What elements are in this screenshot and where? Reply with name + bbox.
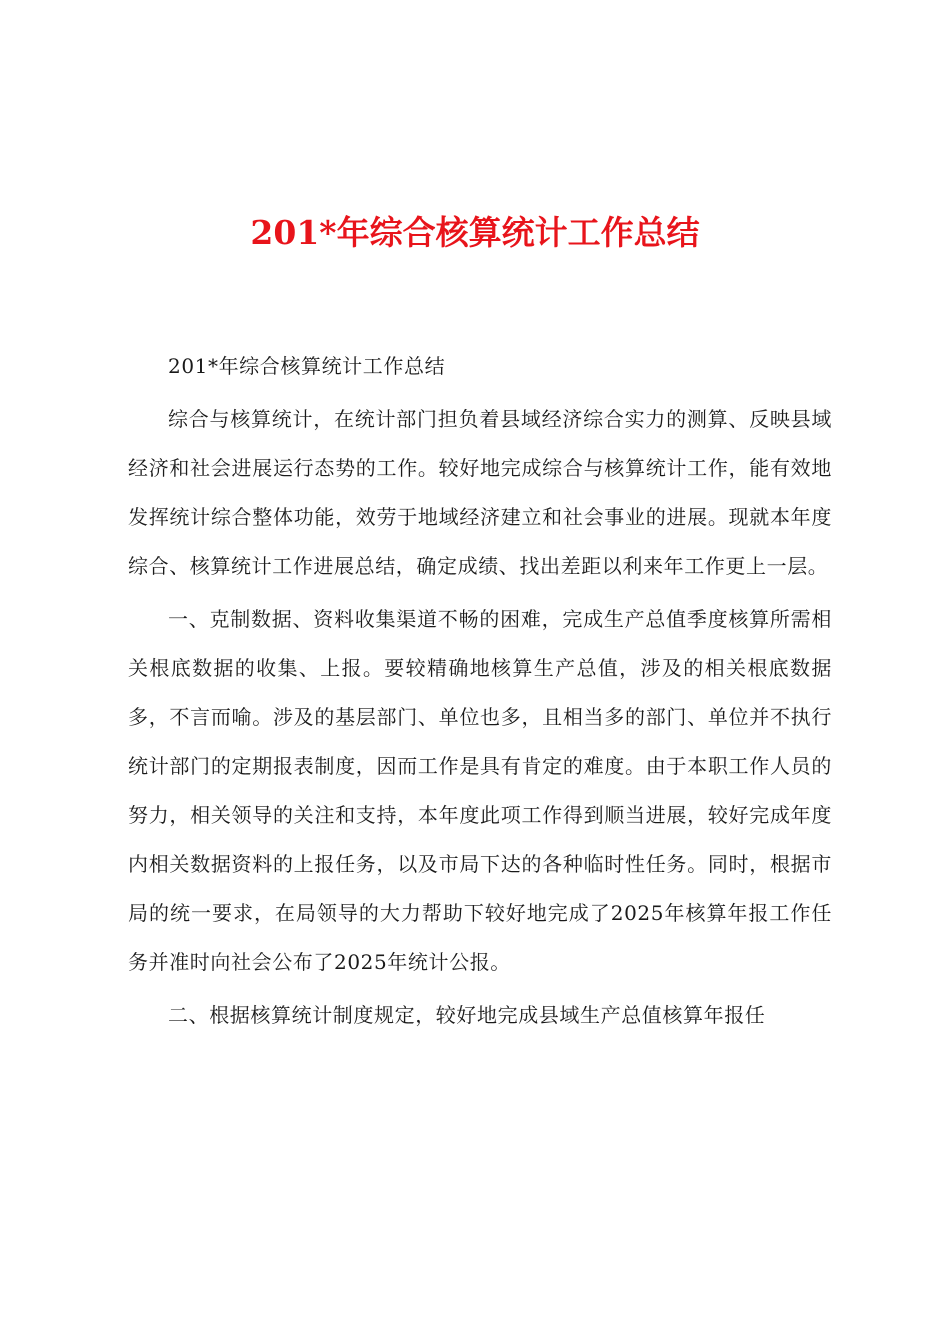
paragraph-subtitle: 201*年综合核算统计工作总结: [168, 354, 446, 378]
paragraph-intro: 综合与核算统计，在统计部门担负着县域经济综合实力的测算、反映县域经济和社会进展运行态势的工作。较好地完成综合与核算统计工作，能有效地发挥统计综合整体功能，效劳于地域经济建立和社会事业的进展。现就本年度综合、核算统计工作进展总结，确定成绩、找出差距以利来年工作更上一层。: [128, 407, 832, 578]
document-body: [128, 342, 832, 1040]
document-title: 201*年综合核算统计工作总结: [250, 213, 700, 252]
paragraph-section-one: 一、克制数据、资料收集渠道不畅的困难，完成生产总值季度核算所需相关根底数据的收集、上报。要较精确地核算生产总值，涉及的相关根底数据多，不言而喻。涉及的基层部门、单位也多，且相当多的部门、单位并不执行统计部门的定期报表制度，因而工作是具有肯定的难度。由于本职工作人员的努力，相关领导的关注和支持，本年度此项工作得到顺当进展，较好完成年度内相关数据资料的上报任务，以及市局下达的各种临时性任务。同时，根据市局的统一要求，在局领导的大力帮助下较好地完成了2025年核算年报工作任务并准时向社会公布了2025年统计公报。: [128, 607, 832, 974]
paragraph-section-two: 二、根据核算统计制度规定，较好地完成县域生产总值核算年报任: [168, 1003, 766, 1027]
